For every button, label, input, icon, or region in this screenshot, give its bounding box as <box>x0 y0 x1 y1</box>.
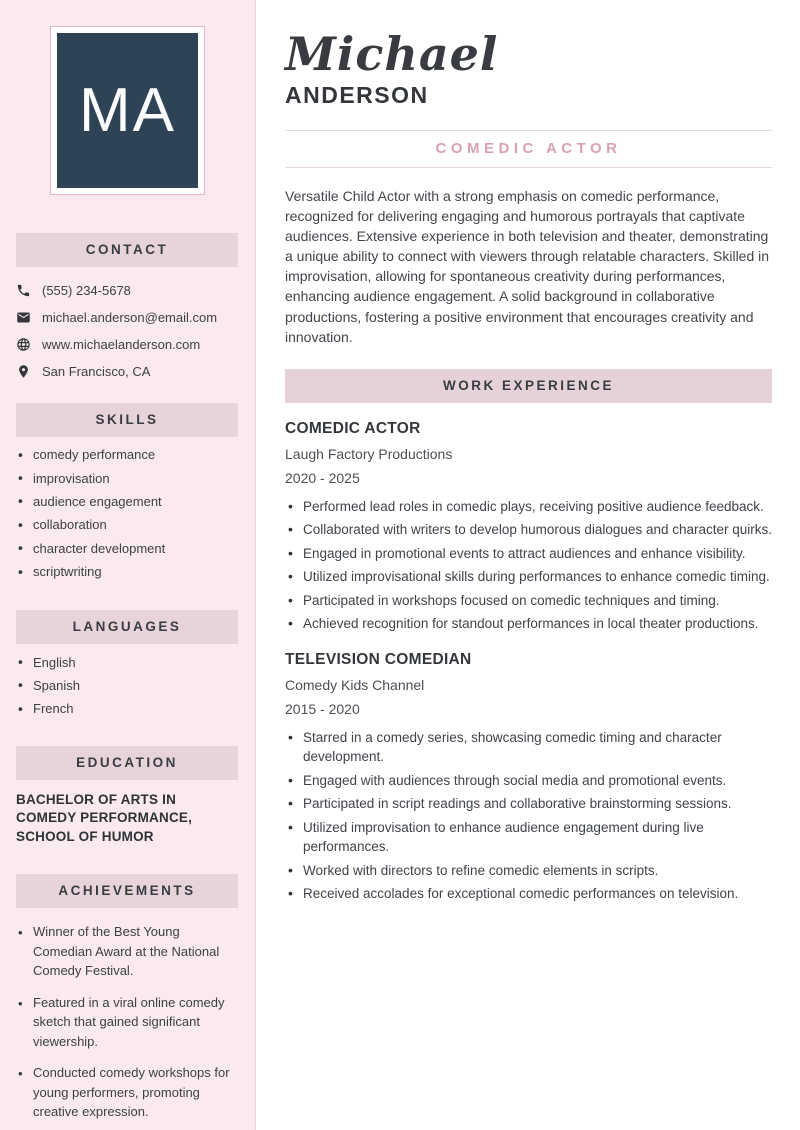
sidebar <box>0 0 256 1130</box>
achievement-item: • Featured in a viral online comedy sketch that gained significant viewership. <box>16 993 241 1052</box>
achievements-section-title: ACHIEVEMENTS <box>16 874 238 908</box>
job-title: COMEDIC ACTOR <box>285 419 421 437</box>
job-entry <box>285 651 772 904</box>
contact-item-location <box>16 358 245 385</box>
job-company: Comedy Kids Channel <box>285 676 425 693</box>
summary-text: Versatile Child Actor with a strong emphasis on comedic performance, recognized for delivering engaging and humorous portrayals that captivate audiences. Extensive experience in both television and theater, demonstrating a unique ability to connect with viewers through relatable characters. Skilled in improvisation, allowing for spontaneous creativity during performances, enhancing audience engagement. A solid background in collaborative productions, fostering a positive environment that encourages creativity and innovation. <box>285 188 770 345</box>
skills-section-title: SKILLS <box>16 403 238 437</box>
education-degree: BACHELOR OF ARTS IN COMEDY PERFORMANCE, SCHOOL OF HUMOR <box>16 791 193 844</box>
skill-item: • collaboration <box>16 513 243 536</box>
job-bullet: • Participated in script readings and collaborative brainstorming sessions. <box>285 794 772 814</box>
job-bullet: • Achieved recognition for standout performances in local theater productions. <box>285 614 772 634</box>
profile-monogram: MA <box>57 33 198 188</box>
contact-item-email <box>16 304 245 331</box>
achievement-item: • Winner of the Best Young Comedian Award at the National Comedy Festival. <box>16 922 241 981</box>
contact-list <box>16 277 245 385</box>
skill-item: • character development <box>16 537 243 560</box>
globe-icon <box>16 337 31 352</box>
education-section-title: EDUCATION <box>16 746 238 780</box>
job-bullet: • Worked with directors to refine comedic elements in scripts. <box>285 861 772 881</box>
job-bullet-list <box>285 728 772 904</box>
skill-item: • improvisation <box>16 466 243 489</box>
language-item: • Spanish <box>16 674 243 697</box>
job-bullet: • Collaborated with writers to develop humorous dialogues and character quirks. <box>285 520 772 540</box>
work-experience-header: WORK EXPERIENCE <box>285 369 772 403</box>
languages-list <box>16 650 243 720</box>
achievement-item: • Conducted comedy workshops for young performers, promoting creative expression. <box>16 1063 241 1122</box>
job-dates: 2020 - 2025 <box>285 469 360 486</box>
contact-item-phone <box>16 277 245 304</box>
job-company: Laugh Factory Productions <box>285 445 453 462</box>
contact-item-website <box>16 331 245 358</box>
job-entry <box>285 420 772 634</box>
job-bullet: • Engaged with audiences through social media and promotional events. <box>285 771 772 791</box>
contact-location-text: San Francisco, CA <box>42 364 151 379</box>
languages-section-title: LANGUAGES <box>16 610 238 644</box>
skill-item: • audience engagement <box>16 490 243 513</box>
job-bullet: • Starred in a comedy series, showcasing comedic timing and character development. <box>285 728 772 767</box>
job-bullet: • Utilized improvisational skills during performances to enhance comedic timing. <box>285 567 772 587</box>
job-bullet: • Engaged in promotional events to attract audiences and enhance visibility. <box>285 544 772 564</box>
contact-section-title: CONTACT <box>16 233 238 267</box>
profile-photo-frame <box>50 26 205 195</box>
achievements-list <box>16 922 241 1122</box>
job-bullet: • Participated in workshops focused on comedic techniques and timing. <box>285 591 772 611</box>
contact-website-text: www.michaelanderson.com <box>42 337 201 352</box>
skills-list <box>16 443 243 583</box>
header-divider <box>285 167 772 168</box>
skill-item: • comedy performance <box>16 443 243 466</box>
language-item: • French <box>16 697 243 720</box>
role-title: COMEDIC ACTOR <box>435 140 622 157</box>
location-pin-icon <box>16 364 31 379</box>
first-name: Michael <box>285 27 499 81</box>
job-bullet: • Received accolades for exceptional comedic performances on television. <box>285 884 772 904</box>
job-bullet: • Performed lead roles in comedic plays, receiving positive audience feedback. <box>285 497 772 517</box>
job-bullet: • Utilized improvisation to enhance audience engagement during live performances. <box>285 818 772 857</box>
role-block <box>285 130 772 168</box>
email-icon <box>16 310 31 325</box>
contact-phone-text: (555) 234-5678 <box>42 283 131 298</box>
job-title: TELEVISION COMEDIAN <box>285 650 472 668</box>
language-item: • English <box>16 650 243 673</box>
job-bullet-list <box>285 497 772 634</box>
contact-email-text: michael.anderson@email.com <box>42 310 218 325</box>
phone-icon <box>16 283 31 298</box>
job-dates: 2015 - 2020 <box>285 700 360 717</box>
skill-item: • scriptwriting <box>16 560 243 583</box>
last-name: ANDERSON <box>285 82 429 108</box>
main-content <box>256 0 800 1130</box>
